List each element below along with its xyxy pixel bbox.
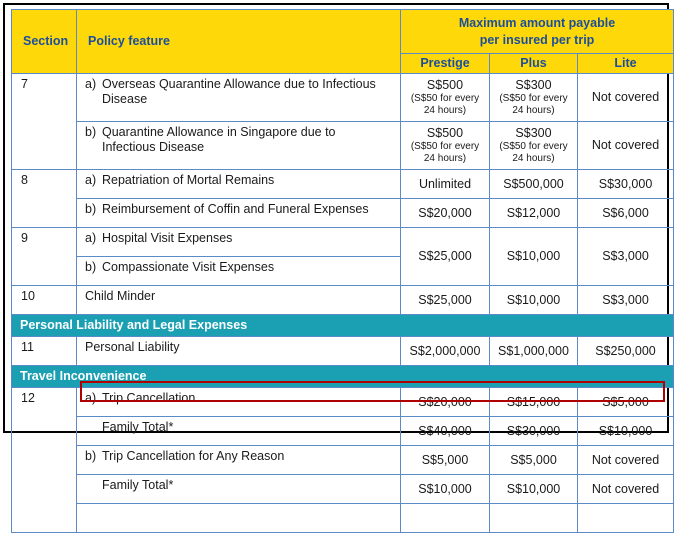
section-number: 9 xyxy=(12,228,77,286)
plus-value: S$300 (S$50 for every 24 hours) xyxy=(490,122,578,170)
section-number: 7 xyxy=(12,74,77,170)
plus-value: S$500,000 xyxy=(490,170,578,199)
feature-cell: Family Total* xyxy=(77,475,401,504)
plan-plus: Plus xyxy=(490,54,578,74)
benefits-table xyxy=(11,9,674,533)
lite-value: S$3,000 xyxy=(578,228,674,286)
table-row xyxy=(12,286,674,315)
lite-value: Not covered xyxy=(578,122,674,170)
table-row xyxy=(12,199,674,228)
plus-value: S$5,000 xyxy=(490,446,578,475)
table-row xyxy=(12,475,674,504)
table-row xyxy=(12,337,674,366)
prestige-value: S$500 (S$50 for every 24 hours) xyxy=(401,74,490,122)
feature-cell: Family Total* xyxy=(77,417,401,446)
prestige-value: S$25,000 xyxy=(401,286,490,315)
feature-cell: a) Repatriation of Mortal Remains xyxy=(77,170,401,199)
lite-value: S$250,000 xyxy=(578,337,674,366)
feature-cell: b) Reimbursement of Coffin and Funeral Expenses xyxy=(77,199,401,228)
lite-value: S$3,000 xyxy=(578,286,674,315)
section-number: 10 xyxy=(12,286,77,315)
lite-value: S$30,000 xyxy=(578,170,674,199)
table-row xyxy=(12,170,674,199)
section-header: Section xyxy=(12,10,77,74)
lite-value: S$10,000 xyxy=(578,417,674,446)
prestige-value: S$20,000 xyxy=(401,199,490,228)
lite-value: Not covered xyxy=(578,475,674,504)
plan-prestige: Prestige xyxy=(401,54,490,74)
band-personal-liability: Personal Liability and Legal Expenses xyxy=(12,315,674,337)
feature-header: Policy feature xyxy=(77,10,401,74)
feature-cell: b) Trip Cancellation for Any Reason xyxy=(77,446,401,475)
table-row xyxy=(12,122,674,170)
plus-value: S$1,000,000 xyxy=(490,337,578,366)
plus-value: S$10,000 xyxy=(490,475,578,504)
highlight-box xyxy=(80,381,665,402)
section-number: 12 xyxy=(12,388,77,533)
plus-value: S$300 (S$50 for every 24 hours) xyxy=(490,74,578,122)
lite-value: Not covered xyxy=(578,74,674,122)
plus-value: S$10,000 xyxy=(490,286,578,315)
prestige-value: S$40,000 xyxy=(401,417,490,446)
feature-cell: b) Compassionate Visit Expenses xyxy=(77,257,401,286)
header-row xyxy=(12,10,674,54)
prestige-value: S$2,000,000 xyxy=(401,337,490,366)
section-number: 8 xyxy=(12,170,77,228)
feature-cell: Child Minder xyxy=(77,286,401,315)
lite-value: S$5,000 xyxy=(578,388,674,417)
max-amount-header: Maximum amount payable per insured per trip xyxy=(401,10,674,54)
prestige-value: S$10,000 xyxy=(401,475,490,504)
feature-cell: a) Overseas Quarantine Allowance due to Infectious Disease xyxy=(77,74,401,122)
prestige-value: S$20,000 xyxy=(401,388,490,417)
feature-cell: a) Hospital Visit Expenses xyxy=(77,228,401,257)
table-row xyxy=(12,228,674,257)
feature-cell: b) Quarantine Allowance in Singapore due to Infectious Disease xyxy=(77,122,401,170)
prestige-value: S$500 (S$50 for every 24 hours) xyxy=(401,122,490,170)
plus-value: S$12,000 xyxy=(490,199,578,228)
prestige-value: Unlimited xyxy=(401,170,490,199)
feature-cell: Personal Liability xyxy=(77,337,401,366)
lite-value: Not covered xyxy=(578,446,674,475)
band-travel-inconvenience: Travel Inconvenience xyxy=(12,366,674,388)
table-row xyxy=(12,504,674,533)
plus-value: S$15,000 xyxy=(490,388,578,417)
table-row xyxy=(12,74,674,122)
prestige-value: S$5,000 xyxy=(401,446,490,475)
section-band xyxy=(12,315,674,337)
section-number: 11 xyxy=(12,337,77,366)
feature-cell: a) Trip Cancellation xyxy=(77,388,401,417)
table-row xyxy=(12,417,674,446)
plan-lite: Lite xyxy=(578,54,674,74)
lite-value: S$6,000 xyxy=(578,199,674,228)
plus-value: S$10,000 xyxy=(490,228,578,286)
table-row xyxy=(12,446,674,475)
plus-value: S$30,000 xyxy=(490,417,578,446)
prestige-value: S$25,000 xyxy=(401,228,490,286)
